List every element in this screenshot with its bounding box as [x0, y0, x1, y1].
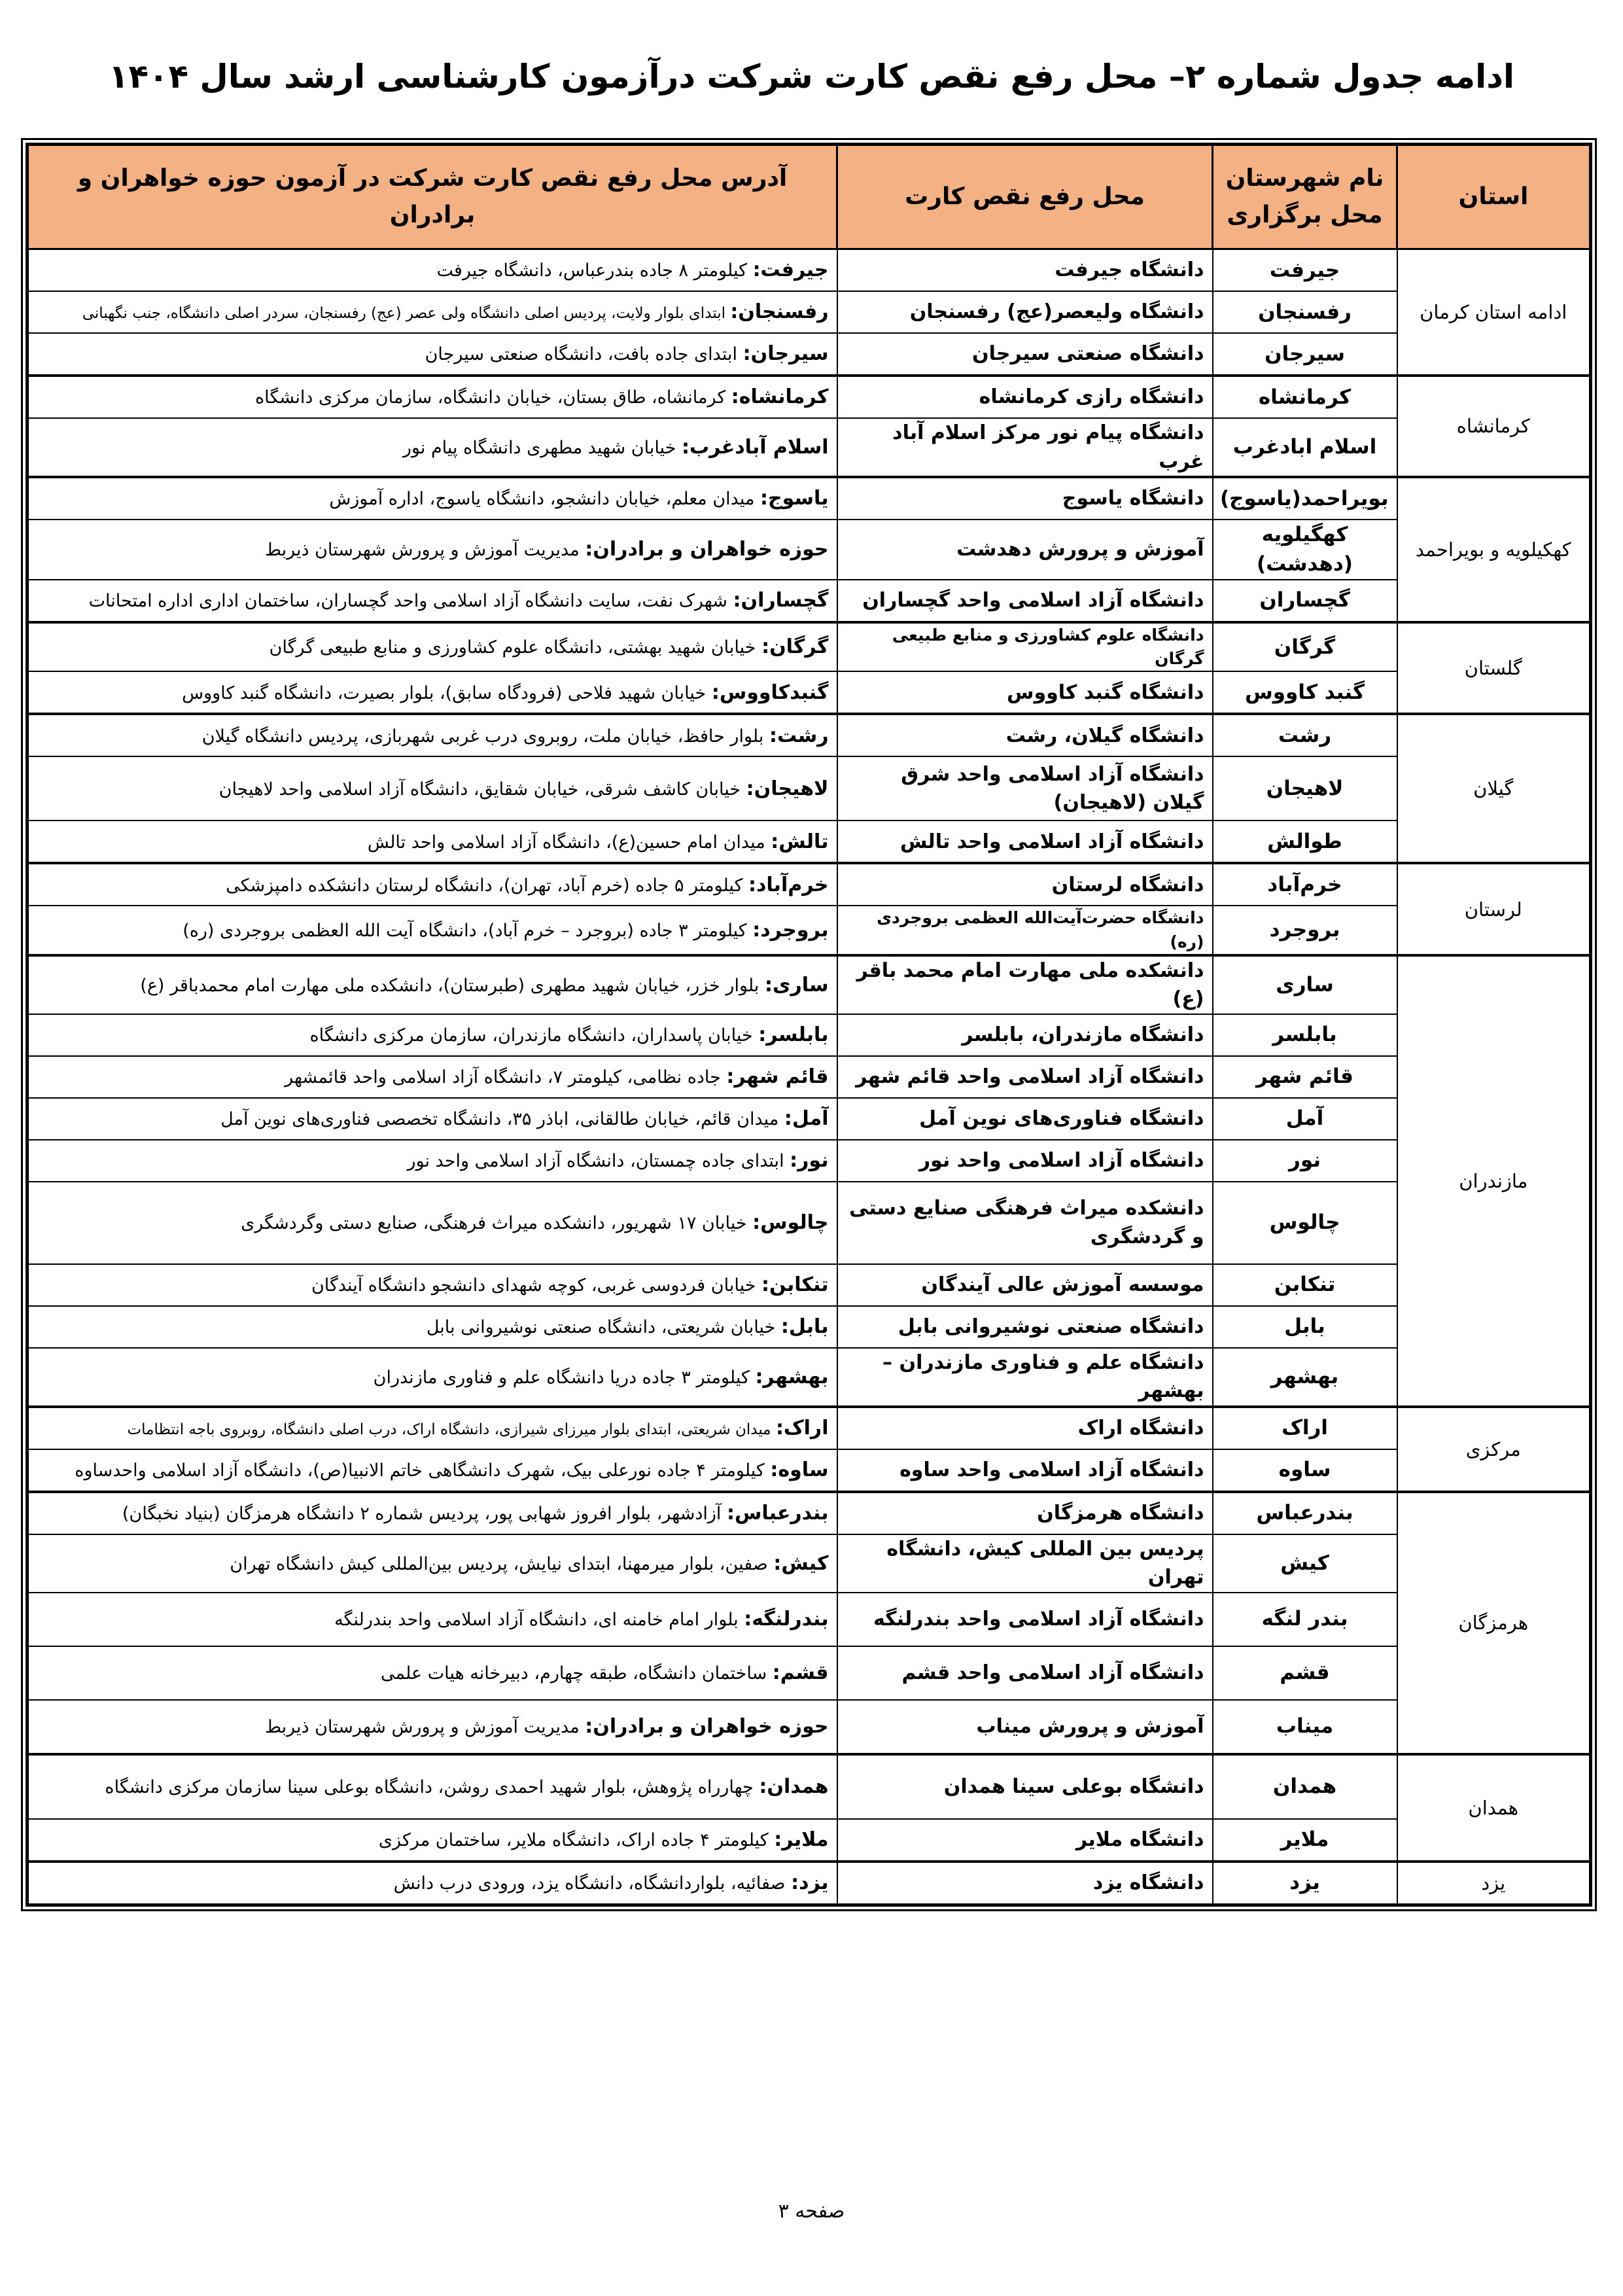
address-label: حوزه خواهران و برادران: [585, 1715, 829, 1739]
address-cell [27, 1700, 837, 1754]
province-cell: همدان [1397, 1754, 1591, 1862]
table-row [27, 1014, 1591, 1056]
address-text: بلوار امام خامنه ای، دانشگاه آزاد اسلامی واحد بندرلنگه [334, 1610, 744, 1631]
address-label: همدان: [759, 1775, 829, 1799]
table-row [27, 1593, 1591, 1646]
header-city: نام شهرستان محل برگزاری [1213, 145, 1397, 249]
address-cell [27, 1348, 837, 1407]
city-cell: قشم [1213, 1646, 1397, 1700]
province-cell: لرستان [1397, 863, 1591, 955]
address-text: کیلومتر ۳ جاده (بروجرد – خرم آباد)، دانشگاه آیت الله العظمی بروجردی (ره) [183, 920, 753, 941]
address-text: کیلومتر ۳ جاده دریا دانشگاه علم و فناوری مازندران [373, 1367, 756, 1388]
city-cell: طوالش [1213, 821, 1397, 863]
address-label: گنبدکاووس: [711, 680, 829, 704]
table-row [27, 291, 1591, 333]
address-label: ساری: [764, 973, 829, 997]
city-cell: رفسنجان [1213, 291, 1397, 333]
address-cell [27, 249, 837, 292]
city-cell: سیرجان [1213, 333, 1397, 376]
address-label: رفسنجان: [730, 300, 829, 324]
address-label: اراک: [775, 1417, 829, 1440]
address-label: جیرفت: [752, 258, 829, 282]
venue-cell: دانشگاه گیلان، رشت [837, 714, 1213, 756]
address-cell [27, 418, 837, 477]
address-cell [27, 1140, 837, 1182]
table-row [27, 418, 1591, 477]
page-number: صفحه ۳ [778, 2200, 845, 2223]
address-label: خرم‌آباد: [748, 873, 829, 896]
venue-cell: دانشگاه صنعتی نوشیروانی بابل [837, 1306, 1213, 1348]
city-cell: کرمانشاه [1213, 376, 1397, 418]
address-label: ساوه: [770, 1458, 829, 1482]
venue-cell: دانشگاه آزاد اسلامی واحد شرق گیلان (لاهیجان) [837, 756, 1213, 821]
venue-cell: پردیس بین المللی کیش، دانشگاه تهران [837, 1534, 1213, 1593]
address-label: حوزه خواهران و برادران: [585, 538, 829, 561]
address-text: جاده نظامی، کیلومتر ۷، دانشگاه آزاد اسلامی واحد قائمشهر [285, 1067, 727, 1088]
table-row [27, 1534, 1591, 1593]
city-cell: گچساران [1213, 580, 1397, 622]
venue-cell: دانشگاه علوم کشاورزی و منابع طبیعی گرگان [837, 622, 1213, 672]
city-cell: میناب [1213, 1700, 1397, 1754]
venue-cell: دانشگاه ولیعصر(عج) رفسنجان [837, 291, 1213, 333]
venue-cell: دانشگاه آزاد اسلامی واحد نور [837, 1140, 1213, 1182]
city-cell: بویراحمد(یاسوج) [1213, 477, 1397, 520]
venue-cell: دانشگاه یاسوج [837, 477, 1213, 520]
table-row [27, 520, 1591, 580]
venue-cell: موسسه آموزش عالی آیندگان [837, 1264, 1213, 1306]
table-row [27, 1492, 1591, 1534]
header-province: استان [1397, 145, 1591, 249]
address-cell [27, 376, 837, 418]
venue-cell: دانشگاه لرستان [837, 863, 1213, 906]
city-cell: چالوس [1213, 1182, 1397, 1264]
address-label: رشت: [769, 724, 829, 747]
table-row [27, 1754, 1591, 1819]
venue-cell: دانشگاه صنعتی سیرجان [837, 333, 1213, 376]
address-cell [27, 1492, 837, 1534]
address-cell [27, 1754, 837, 1819]
city-cell: لاهیجان [1213, 756, 1397, 821]
address-text: کرمانشاه، طاق بستان، خیابان دانشگاه، سازمان مرکزی دانشگاه [254, 387, 731, 408]
province-cell: یزد [1397, 1862, 1591, 1905]
address-cell [27, 622, 837, 672]
table-row [27, 1056, 1591, 1098]
address-cell [27, 1862, 837, 1905]
address-cell [27, 1449, 837, 1492]
venue-cell: دانشگاه مازندران، بابلسر [837, 1014, 1213, 1056]
venue-table-wrapper [29, 143, 1592, 1907]
address-text: خیابان فردوسی غربی، کوچه شهدای دانشجو دانشگاه آیندگان [311, 1275, 762, 1296]
city-cell: بندر لنگه [1213, 1593, 1397, 1646]
address-text: ساختمان دانشگاه، طبقه چهارم، دبیرخانه هیات علمی [380, 1663, 773, 1684]
venue-cell: دانشگاه جیرفت [837, 249, 1213, 292]
address-cell [27, 1819, 837, 1862]
city-cell: ملایر [1213, 1819, 1397, 1862]
address-text: صفین، بلوار میرمهنا، ابتدای نیایش، پردیس بین‌المللی کیش دانشگاه تهران [230, 1553, 774, 1574]
table-row [27, 333, 1591, 376]
venue-cell: دانشگاه گنبد کاووس [837, 671, 1213, 714]
address-text: ابتدای جاده چمستان، دانشگاه آزاد اسلامی واحد نور [407, 1151, 790, 1172]
city-cell: یزد [1213, 1862, 1397, 1905]
address-text: کیلومتر ۴ جاده اراک، دانشگاه ملایر، ساختمان مرکزی [378, 1830, 775, 1851]
venue-cell: دانشگاه آزاد اسلامی واحد گچساران [837, 580, 1213, 622]
address-text: کیلومتر ۸ جاده بندرعباس، دانشگاه جیرفت [436, 260, 753, 281]
address-cell [27, 1593, 837, 1646]
address-text: مدیریت آموزش و پرورش شهرستان ذیربط [264, 540, 585, 561]
address-label: بابل: [780, 1315, 829, 1339]
address-text: میدان شریعتی، ابتدای بلوار میرزای شیرازی، دانشگاه اراک، درب اصلی دانشگاه، روبروی باجه انتظامات [127, 1421, 776, 1439]
address-cell [27, 291, 837, 333]
table-row [27, 1348, 1591, 1407]
address-text: میدان معلم، خیابان دانشجو، دانشگاه یاسوج، اداره آموزش [329, 489, 761, 510]
city-cell: اراک [1213, 1407, 1397, 1449]
address-text: میدان قائم، خیابان طالقانی، اباذر ۳۵، دانشگاه تخصصی فناوری‌های نوین آمل [220, 1109, 784, 1130]
city-cell: بندرعباس [1213, 1492, 1397, 1534]
address-label: قائم شهر: [726, 1065, 829, 1089]
table-row [27, 955, 1591, 1014]
address-label: بهشهر: [755, 1365, 829, 1388]
address-label: یزد: [791, 1871, 829, 1895]
address-label: ملایر: [774, 1828, 829, 1852]
address-cell [27, 671, 837, 714]
table-row [27, 1862, 1591, 1905]
table-row [27, 1306, 1591, 1348]
table-row [27, 1140, 1591, 1182]
city-cell: جیرفت [1213, 249, 1397, 292]
city-cell: اسلام ابادغرب [1213, 418, 1397, 477]
page-title: ادامه جدول شماره ۲– محل رفع نقص کارت شرکت درآزمون کارشناسی ارشد سال ۱۴۰۴ [108, 58, 1515, 96]
address-label: قشم: [772, 1661, 829, 1685]
address-label: آمل: [784, 1107, 829, 1131]
province-cell: مازندران [1397, 955, 1591, 1407]
venue-cell: دانشگاه فناوری‌های نوین آمل [837, 1098, 1213, 1140]
address-cell [27, 1182, 837, 1264]
venue-cell: دانشگاه اراک [837, 1407, 1213, 1449]
city-cell: تنکابن [1213, 1264, 1397, 1306]
address-label: بابلسر: [758, 1023, 829, 1047]
venue-cell: دانشگاه هرمزگان [837, 1492, 1213, 1534]
address-text: بلوار حافظ، خیابان ملت، روبروی درب غربی شهربازی، پردیس دانشگاه گیلان [201, 726, 769, 747]
city-cell: کیش [1213, 1534, 1397, 1593]
address-label: نور: [790, 1149, 829, 1173]
city-cell: بابل [1213, 1306, 1397, 1348]
address-label: کیش: [773, 1551, 829, 1575]
address-text: خیابان شریعتی، دانشگاه صنعتی نوشیروانی بابل [426, 1317, 781, 1338]
header-address: آدرس محل رفع نقص کارت شرکت در آزمون حوزه خواهران و برادران [27, 145, 837, 249]
address-label: گچساران: [733, 589, 829, 612]
province-cell: کهکیلویه و بویراحمد [1397, 477, 1591, 622]
address-cell [27, 1407, 837, 1449]
city-cell: آمل [1213, 1098, 1397, 1140]
address-cell [27, 756, 837, 821]
table-row [27, 863, 1591, 906]
address-cell [27, 1264, 837, 1306]
table-row [27, 906, 1591, 955]
city-cell: قائم شهر [1213, 1056, 1397, 1098]
address-text: خیابان ۱۷ شهریور، دانشکده میراث فرهنگی، صنایع دستی وگردشگری [241, 1213, 753, 1234]
venue-cell: دانشگاه بوعلی سینا همدان [837, 1754, 1213, 1819]
province-cell: گلستان [1397, 622, 1591, 715]
address-cell [27, 477, 837, 520]
table-row [27, 376, 1591, 418]
header-venue: محل رفع نقص کارت [837, 145, 1213, 249]
address-label: بندرلنگه: [744, 1608, 829, 1631]
city-cell: بابلسر [1213, 1014, 1397, 1056]
table-body [27, 249, 1591, 1905]
city-cell: بهشهر [1213, 1348, 1397, 1407]
address-cell [27, 906, 837, 955]
address-label: تنکابن: [761, 1273, 829, 1297]
province-cell: هرمزگان [1397, 1492, 1591, 1754]
venue-cell: دانشگاه رازی کرمانشاه [837, 376, 1213, 418]
address-cell [27, 333, 837, 376]
table-row [27, 1449, 1591, 1492]
venue-cell: دانشگاه پیام نور مرکز اسلام آباد غرب [837, 418, 1213, 477]
table-row [27, 580, 1591, 622]
table-row [27, 249, 1591, 292]
venue-cell: دانشکده میراث فرهنگی صنایع دستی و گردشگری [837, 1182, 1213, 1264]
address-text: کیلومتر ۵ جاده (خرم آباد، تهران)، دانشگاه لرستان دانشکده دامپزشکی [226, 875, 749, 896]
address-text: میدان امام حسین(ع)، دانشگاه آزاد اسلامی واحد تالش [367, 832, 771, 853]
address-text: صفائیه، بلواردانشگاه، دانشگاه یزد، ورودی درب دانش [393, 1873, 792, 1894]
venue-cell: آموزش و پرورش میناب [837, 1700, 1213, 1754]
table-row [27, 1407, 1591, 1449]
address-text: خیابان شهید مطهری دانشگاه پیام نور [402, 437, 682, 458]
venue-cell: دانشکده ملی مهارت امام محمد باقر (ع) [837, 955, 1213, 1014]
address-cell [27, 714, 837, 756]
address-text: شهرک نفت، سایت دانشگاه آزاد اسلامی واحد گچساران، ساختمان اداری اداره امتحانات [88, 591, 733, 612]
table-row [27, 477, 1591, 520]
address-label: یاسوج: [760, 487, 829, 510]
address-label: کرمانشاه: [731, 385, 829, 409]
address-text: ابتدای جاده بافت، دانشگاه صنعتی سیرجان [425, 344, 743, 365]
city-cell: گرگان [1213, 622, 1397, 672]
province-cell: کرمانشاه [1397, 376, 1591, 477]
address-cell [27, 1098, 837, 1140]
city-cell: خرم‌آباد [1213, 863, 1397, 906]
city-cell: گنبد کاووس [1213, 671, 1397, 714]
venue-cell: آموزش و پرورش دهدشت [837, 520, 1213, 580]
table-row [27, 1264, 1591, 1306]
address-label: تالش: [771, 830, 829, 853]
province-cell: ادامه استان کرمان [1397, 249, 1591, 376]
venue-cell: دانشگاه علم و فناوری مازندران – بهشهر [837, 1348, 1213, 1407]
address-text: کیلومتر ۴ جاده نورعلی بیک، شهرک دانشگاهی خاتم الانبیا(ص)، دانشگاه آزاد اسلامی واحدساوه [75, 1460, 771, 1481]
city-cell: رشت [1213, 714, 1397, 756]
address-text: خیابان شهید فلاحی (فرودگاه سابق)، بلوار بصیرت، دانشگاه گنبد کاووس [182, 682, 712, 703]
address-label: چالوس: [752, 1211, 829, 1235]
venue-cell: دانشگاه آزاد اسلامی واحد تالش [837, 821, 1213, 863]
table-row [27, 1700, 1591, 1754]
city-cell: ساری [1213, 955, 1397, 1014]
province-cell: مرکزی [1397, 1407, 1591, 1492]
address-text: خیابان شهید بهشتی، دانشگاه علوم کشاورزی و منابع طبیعی گرگان [269, 637, 762, 658]
city-cell: نور [1213, 1140, 1397, 1182]
venue-cell: دانشگاه حضرت‌آیت‌الله العظمی بروجردی (ره) [837, 906, 1213, 955]
table-row [27, 1098, 1591, 1140]
city-cell: بروجرد [1213, 906, 1397, 955]
address-label: بندرعباس: [726, 1502, 829, 1525]
table-row [27, 756, 1591, 821]
address-label: لاهیجان: [746, 777, 829, 800]
table-row [27, 714, 1591, 756]
address-cell [27, 580, 837, 622]
venue-cell: دانشگاه آزاد اسلامی واحد ساوه [837, 1449, 1213, 1492]
address-label: اسلام آبادغرب: [681, 435, 829, 459]
table-row [27, 1182, 1591, 1264]
address-cell [27, 1014, 837, 1056]
venue-cell: دانشگاه یزد [837, 1862, 1213, 1905]
address-cell [27, 520, 837, 580]
address-cell [27, 955, 837, 1014]
address-text: چهارراه پژوهش، بلوار شهید احمدی روشن، دانشگاه بوعلی سینا سازمان مرکزی دانشگاه [105, 1777, 759, 1798]
venue-cell: دانشگاه آزاد اسلامی واحد قشم [837, 1646, 1213, 1700]
city-cell: همدان [1213, 1754, 1397, 1819]
address-cell [27, 1646, 837, 1700]
address-text: مدیریت آموزش و پرورش شهرستان ذیربط [264, 1717, 585, 1738]
address-label: بروجرد: [752, 918, 829, 942]
city-cell: ساوه [1213, 1449, 1397, 1492]
city-cell: کهگیلویه (دهدشت) [1213, 520, 1397, 580]
venue-table [26, 143, 1592, 1907]
address-label: سیرجان: [742, 342, 829, 366]
venue-cell: دانشگاه آزاد اسلامی واحد قائم شهر [837, 1056, 1213, 1098]
address-text: ابتدای بلوار ولایت، پردیس اصلی دانشگاه ولی عصر (عج) رفسنجان، سردر اصلی دانشگاه، جنب نگهبانی [82, 305, 731, 323]
table-row [27, 671, 1591, 714]
table-header-row [27, 145, 1591, 249]
address-label: گرگان: [761, 635, 829, 659]
province-cell: گیلان [1397, 714, 1591, 863]
address-cell [27, 863, 837, 906]
address-cell [27, 1534, 837, 1593]
address-cell [27, 1306, 837, 1348]
address-text: بلوار خزر، خیابان شهید مطهری (طبرستان)، دانشکده ملی مهارت امام محمدباقر (ع) [140, 975, 765, 996]
venue-cell: دانشگاه آزاد اسلامی واحد بندرلنگه [837, 1593, 1213, 1646]
address-text: آزادشهر، بلوار افروز شهابی پور، پردیس شماره ۲ دانشگاه هرمزگان (بنیاد نخبگان) [122, 1504, 727, 1525]
table-row [27, 1646, 1591, 1700]
venue-cell: دانشگاه ملایر [837, 1819, 1213, 1862]
address-text: خیابان کاشف شرقی، خیابان شقایق، دانشگاه آزاد اسلامی واحد لاهیجان [218, 779, 746, 800]
address-cell [27, 1056, 837, 1098]
address-text: خیابان پاسداران، دانشگاه مازندران، سازمان مرکزی دانشگاه [309, 1025, 759, 1046]
table-row [27, 1819, 1591, 1862]
table-row [27, 821, 1591, 863]
address-cell [27, 821, 837, 863]
table-row [27, 622, 1591, 672]
